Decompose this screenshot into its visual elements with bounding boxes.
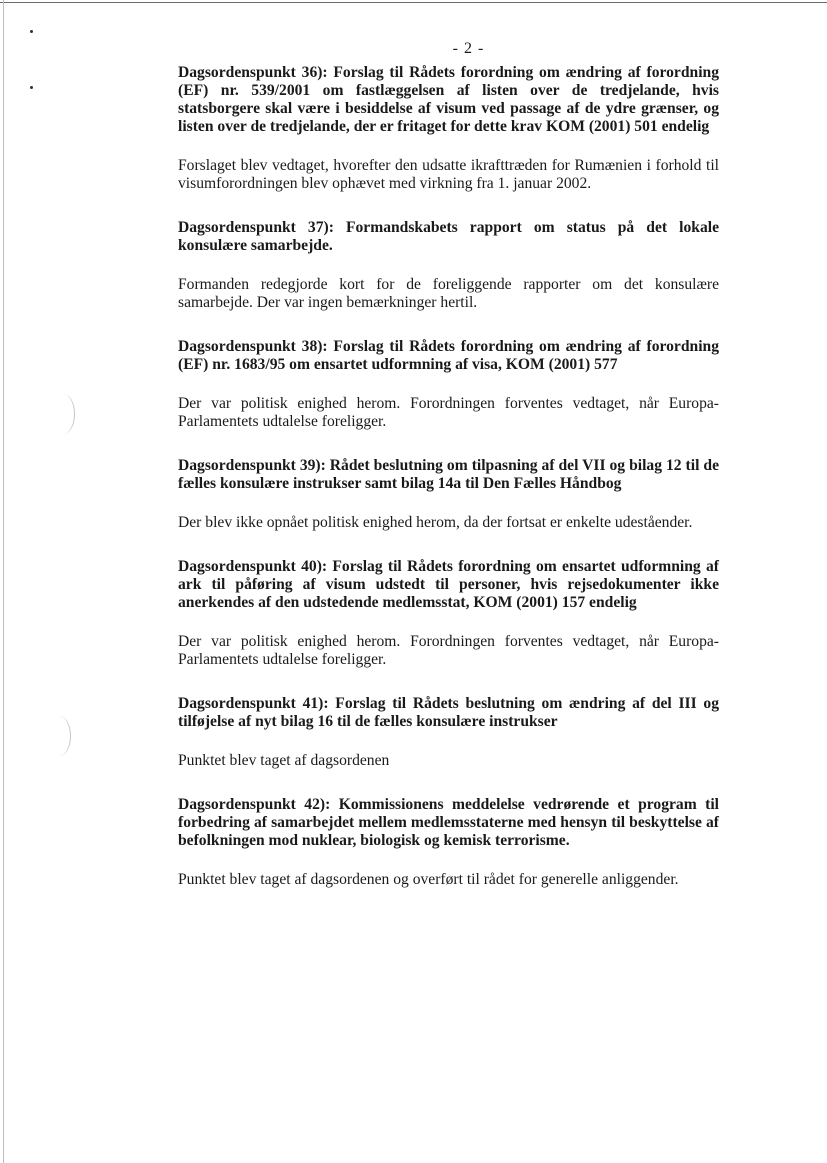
- agenda-item-41: [178, 695, 719, 770]
- agenda-item-39: [178, 457, 719, 532]
- agenda-item-heading: Dagsordenspunkt 41): Forslag til Rådets beslutning om ændring af del III og tilføjelse af nyt bilag 16 til de fælles konsulære instrukser: [178, 695, 719, 730]
- scan-speck: [30, 86, 33, 89]
- agenda-item-heading: Dagsordenspunkt 39): Rådet beslutning om tilpasning af del VII og bilag 12 til de fælles konsulære instrukser samt bilag 14a til Den Fælles Håndbog: [178, 457, 719, 492]
- agenda-item-text: Der var politisk enighed herom. Forordningen forventes vedtaget, når Europa-Parlamentets udtalelse foreligger.: [178, 395, 719, 430]
- scan-top-edge: [0, 2, 827, 3]
- agenda-item-36: [178, 64, 719, 193]
- punch-hole-mark: [52, 394, 75, 434]
- scan-speck: [30, 30, 33, 33]
- agenda-item-heading: Dagsordenspunkt 40): Forslag til Rådets forordning om ensartet udformning af ark til påføring af visum udstedt til personer, hvis rejsedokumenter ikke anerkendes af den udstedende medlemsstat, KOM (2001) 157 endelig: [178, 558, 719, 611]
- agenda-item-heading: Dagsordenspunkt 36): Forslag til Rådets forordning om ændring af forordning (EF) nr. 539/2001 om fastlæggelsen af listen over de tredjelande, hvis statsborgere skal være i besiddelse af visum ved passage af de ydre grænser, og listen over de tredjelande, der er fritaget for dette krav KOM (2001) 501 endelig: [178, 64, 719, 135]
- agenda-item-heading: Dagsordenspunkt 37): Formandskabets rapport om status på det lokale konsulære samarbejde.: [178, 219, 719, 254]
- agenda-item-text: Forslaget blev vedtaget, hvorefter den udsatte ikrafttræden for Rumænien i forhold til visumforordningen blev ophævet med virkning fra 1. januar 2002.: [178, 157, 719, 192]
- agenda-item-text: Punktet blev taget af dagsordenen: [178, 752, 390, 769]
- agenda-item-heading: Dagsordenspunkt 38): Forslag til Rådets forordning om ændring af forordning (EF) nr. 1683/95 om ensartet udformning af visa, KOM (2001) 577: [178, 338, 719, 373]
- agenda-item-heading: Dagsordenspunkt 42): Kommissionens meddelelse vedrørende et program til forbedring af samarbejdet mellem medlemsstaterne med hensyn til beskyttelse af befolkningen mod nuklear, biologisk og kemisk terrorisme.: [178, 796, 719, 849]
- agenda-item-42: [178, 796, 719, 889]
- document-body: [178, 64, 719, 915]
- agenda-item-38: [178, 338, 719, 431]
- agenda-item-text: Formanden redegjorde kort for de foreliggende rapporter om det konsulære samarbejde. Der var ingen bemærkninger hertil.: [178, 276, 719, 311]
- page-number: - 2 -: [452, 40, 485, 57]
- agenda-item-text: Der blev ikke opnået politisk enighed herom, da der fortsat er enkelte udeståender.: [178, 514, 693, 531]
- agenda-item-37: [178, 219, 719, 312]
- punch-hole-mark: [48, 716, 71, 756]
- agenda-item-text: Punktet blev taget af dagsordenen og overført til rådet for generelle anliggender.: [178, 871, 679, 888]
- scan-left-edge: [3, 0, 4, 1163]
- agenda-item-text: Der var politisk enighed herom. Forordningen forventes vedtaget, når Europa-Parlamentets udtalelse foreligger.: [178, 633, 719, 668]
- agenda-item-40: [178, 558, 719, 669]
